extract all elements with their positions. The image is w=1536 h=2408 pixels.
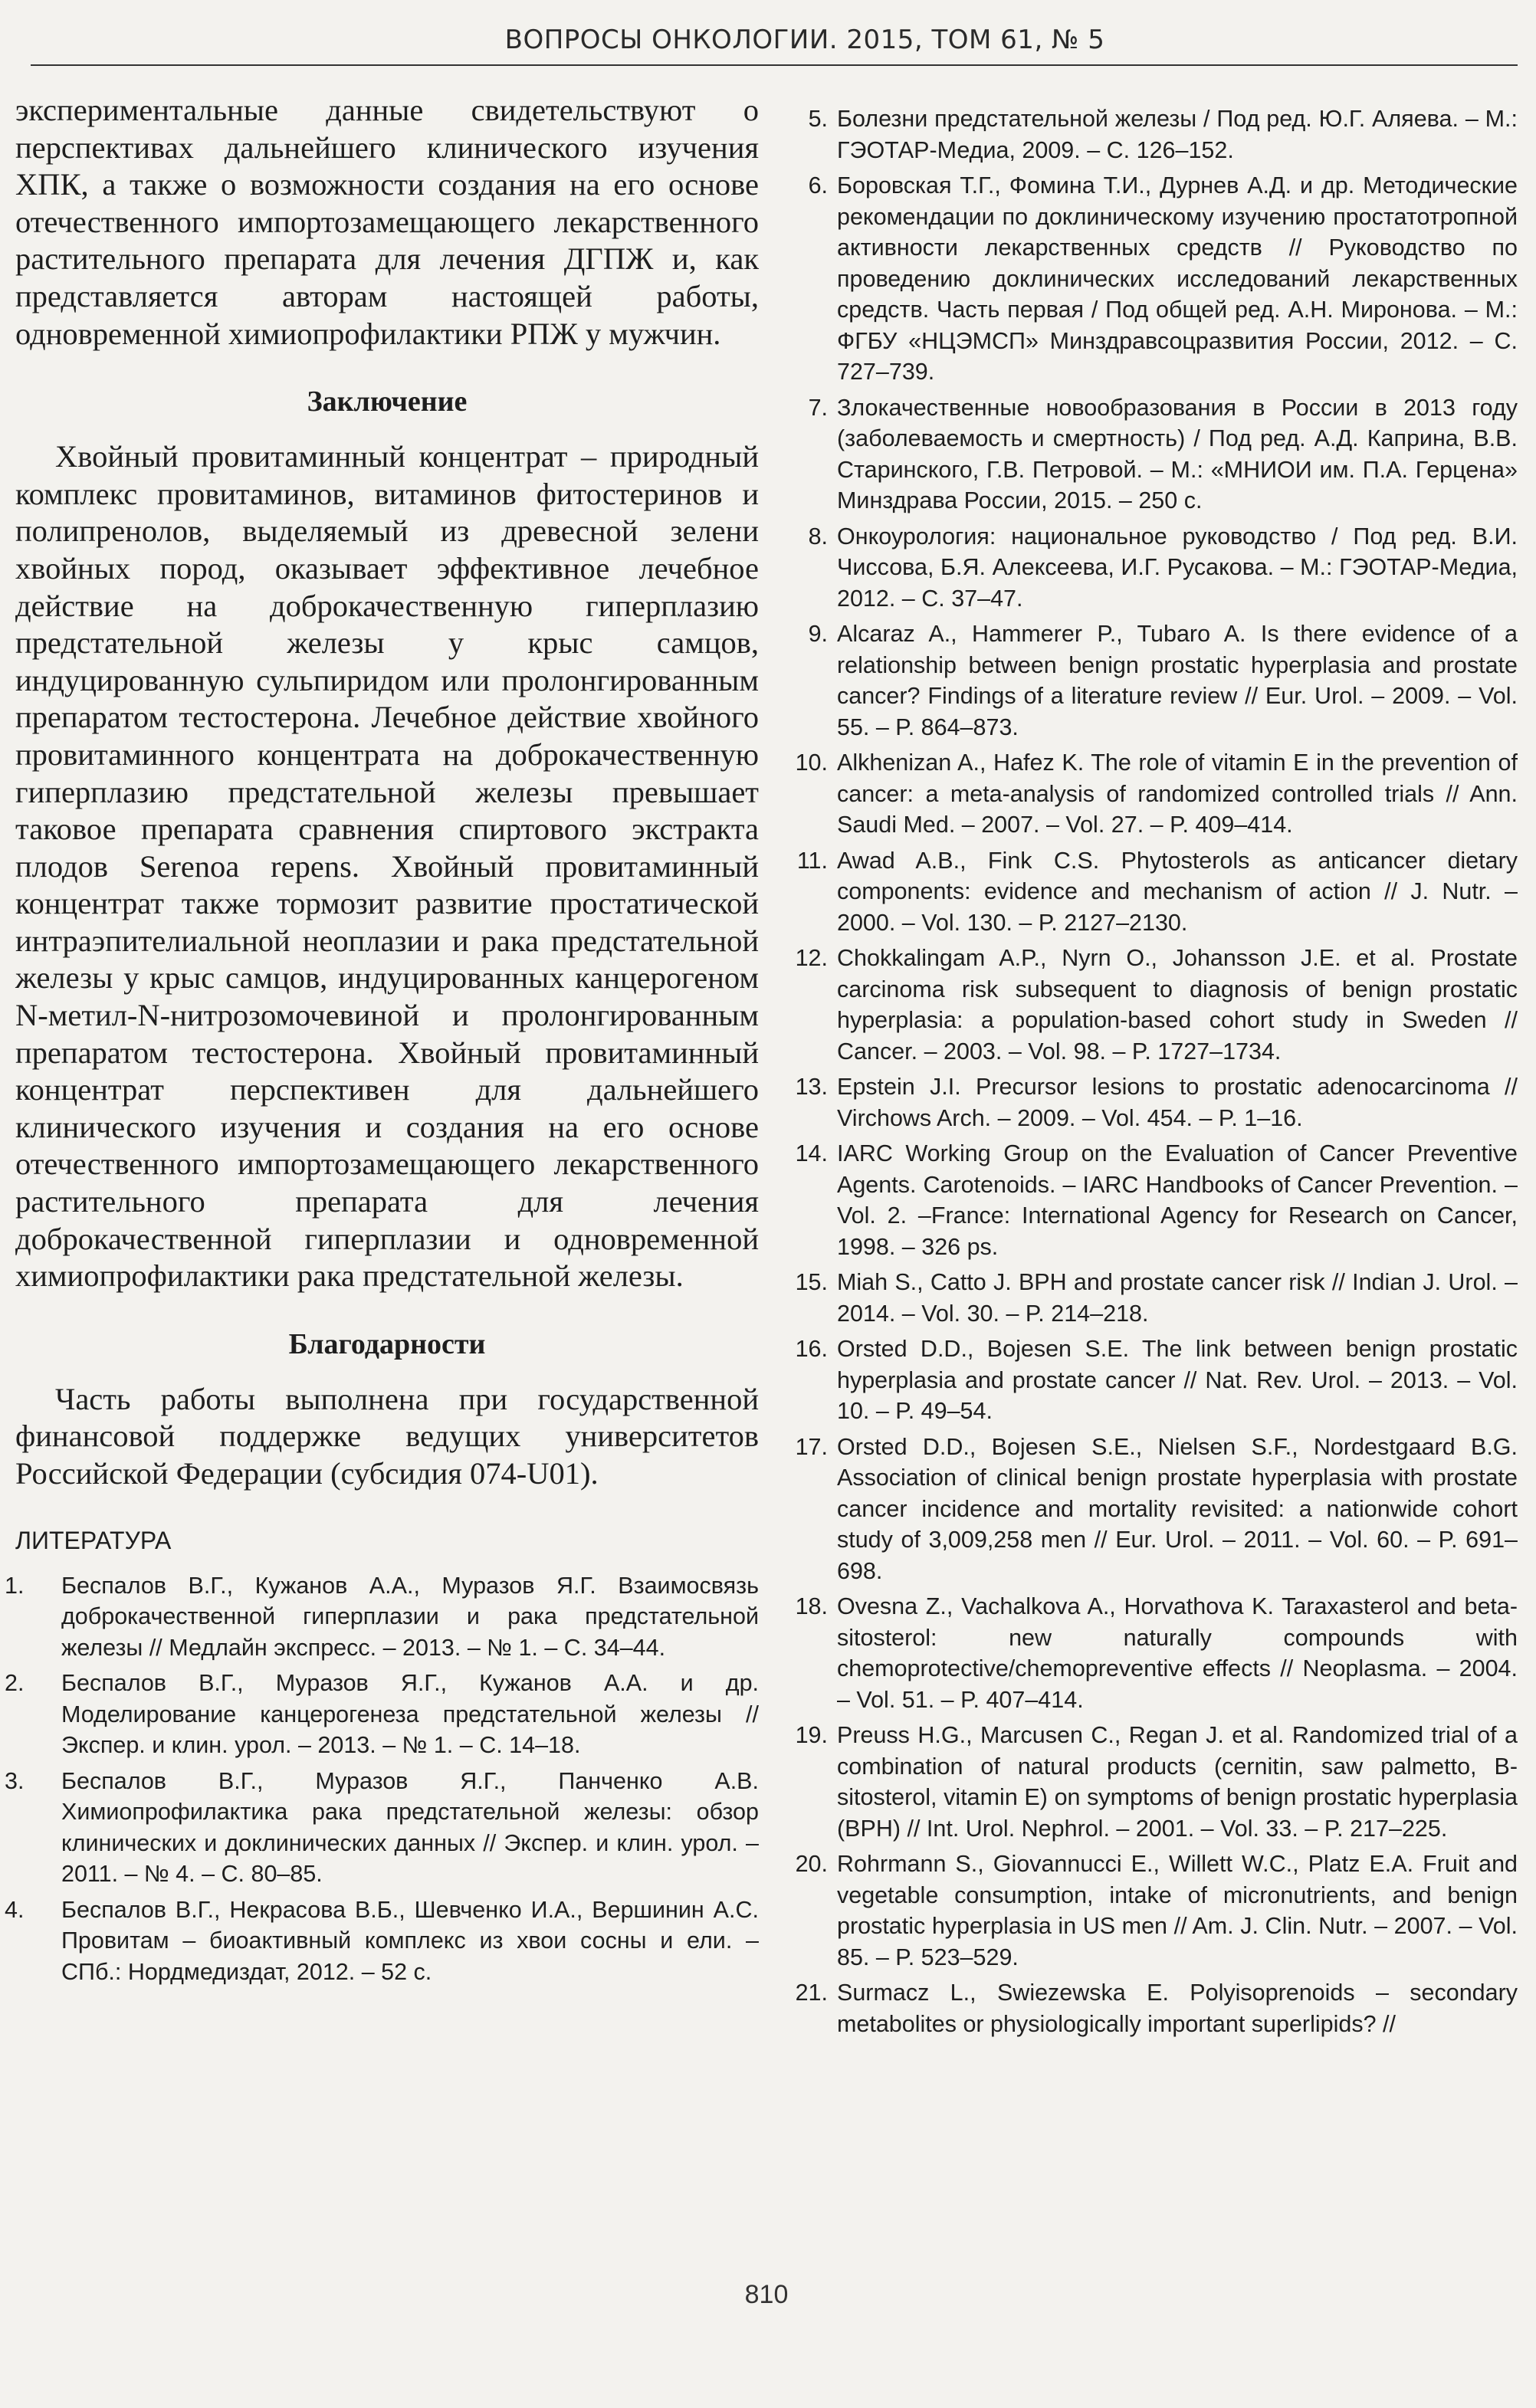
reference-text: Preuss H.G., Marcusen C., Regan J. et al. Randomized trial of a combination of natural products (cernitin, saw palmetto, B-sitosterol, vitamin E) on symptoms of benign prostatic hyperplasia (BPH) // Int. Urol. Nephrol. – 2001. – Vol. 33. – P. 217–225. bbox=[837, 1722, 1518, 1842]
reference-number: 3. bbox=[5, 1767, 25, 1794]
reference-item bbox=[782, 521, 1518, 615]
reference-number: 10. bbox=[795, 750, 828, 776]
conclusion-heading: Заключение bbox=[307, 385, 468, 418]
reference-text: Awad A.B., Fink C.S. Phytosterols as anticancer dietary components: evidence and mechanism of action // J. Nutr. – 2000. – Vol. 130. – P. 2127–2130. bbox=[837, 847, 1518, 936]
reference-text: Боровская Т.Г., Фомина Т.И., Дурнев А.Д. и др. Методические рекомендации по доклиническому изучению простатотропной активности лекарственных средств // Руководство по проведению доклинических исследований лекарственных средств. Часть первая / Под общей ред. А.Н. Миронова. – М.: ФГБУ «НЦЭМСП» Минздравсоцразвития России, 2012. – С. 727–739. bbox=[837, 172, 1518, 385]
reference-item bbox=[5, 1668, 759, 1761]
reference-number: 2. bbox=[5, 1670, 25, 1697]
journal-header: ВОПРОСЫ ОНКОЛОГИИ. 2015, ТОМ 61, № 5 bbox=[504, 25, 1105, 55]
page-number: 810 bbox=[744, 2280, 789, 2309]
reference-number: 19. bbox=[795, 1722, 828, 1748]
reference-text: Orsted D.D., Bojesen S.E., Nielsen S.F., Nordestgaard B.G. Association of clinical benign prostate hyperplasia with prostate cancer incidence and mortality revisited: a nationwide cohort study of 3,009,258 men // Eur. Urol. – 2011. – Vol. 60. – P. 691–698. bbox=[837, 1433, 1518, 1584]
conclusion-paragraph: Хвойный провитаминный концентрат – природный комплекс провитаминов, витаминов фитостеринов и полипренолов, выделяемый из древесной зелени хвойных пород, оказывает эффективное лечебное действие на доброкачественную гиперплазию предстательной железы у крыс самцов, индуцированную сульпиридом или пролонгированным препаратом тестостерона. Лечебное действие хвойного провитаминного концентрата на доброкачественную гиперплазию предстательной железы превышает таковое препарата сравнения спиртового экстракта плодов Serenoa repens. Хвойный провитаминный концентрат также тормозит развитие простатической интраэпителиальной неоплазии и рака предстательной железы у крыс самцов, индуцированных канцерогеном N-метил-N-нитрозомочевиной и пролонгированным препаратом тестостерона. Хвойный провитаминный концентрат перспективен для дальнейшего клинического изучения и создания на его основе отечественного импортозамещающего лекарственного растительного препарата для лечения доброкачественной гиперплазии и одновременной химиопрофилактики рака предстательной железы. bbox=[15, 439, 759, 1294]
reference-number: 4. bbox=[5, 1896, 25, 1923]
reference-number: 12. bbox=[795, 945, 828, 971]
reference-text: Rohrmann S., Giovannucci E., Willett W.C., Platz E.A. Fruit and vegetable consumption, intake of micronutrients, and benign prostatic hyperplasia in US men // Am. J. Clin. Nutr. – 2007. – Vol. 85. – P. 523–529. bbox=[837, 1851, 1518, 1970]
reference-item bbox=[782, 392, 1518, 517]
reference-item bbox=[5, 1570, 759, 1664]
reference-number: 8. bbox=[808, 523, 828, 550]
reference-number: 15. bbox=[795, 1269, 828, 1295]
reference-number: 13. bbox=[795, 1074, 828, 1100]
reference-text: Epstein J.I. Precursor lesions to prostatic adenocarcinoma // Virchows Arch. – 2009. – Vol. 454. – P. 1–16. bbox=[837, 1074, 1518, 1131]
reference-text: IARC Working Group on the Evaluation of Cancer Preventive Agents. Carotenoids. – IARC Handbooks of Cancer Prevention. – Vol. 2. –France: International Agency for Research on Cancer, 1998. – 326 ps. bbox=[837, 1140, 1518, 1260]
reference-number: 6. bbox=[808, 172, 828, 198]
literature-heading: ЛИТЕРАТУРА bbox=[15, 1526, 172, 1554]
reference-number: 7. bbox=[808, 394, 828, 421]
reference-text: Беспалов В.Г., Кужанов А.А., Муразов Я.Г. Взаимосвязь доброкачественной гиперплазии и рака предстательной железы // Медлайн экспресс. – 2013. – № 1. – С. 34–44. bbox=[61, 1572, 759, 1661]
reference-item bbox=[782, 618, 1518, 743]
reference-text: Alcaraz A., Hammerer P., Tubaro A. Is there evidence of a relationship between benign prostatic hyperplasia and prostate cancer? Findings of a literature review // Eur. Urol. – 2009. – Vol. 55. – P. 864–873. bbox=[837, 621, 1518, 740]
reference-item bbox=[782, 1720, 1518, 1844]
reference-item bbox=[782, 845, 1518, 939]
intro-paragraph: экспериментальные данные свидетельствуют о перспективах дальнейшего клинического изучения ХПК, а также о возможности создания на его основе отечественного импортозамещающего лекарственного растительного препарата для лечения ДГПЖ и, как представляется авторам настоящей работы, одновременной химиопрофилактики РПЖ у мужчин. bbox=[15, 93, 759, 351]
reference-item bbox=[782, 1432, 1518, 1587]
reference-item bbox=[5, 1895, 759, 1988]
acknowledgements-paragraph: Часть работы выполнена при государственной финансовой поддержке ведущих университетов Российской Федерации (субсидия 074-U01). bbox=[15, 1381, 759, 1491]
acknowledgements-heading: Благодарности bbox=[288, 1327, 486, 1360]
reference-text: Ovesna Z., Vachalkova A., Horvathova K. Taraxasterol and beta-sitosterol: new naturally compounds with chemoprotective/chemopreventive effects // Neoplasma. – 2004. – Vol. 51. – P. 407–414. bbox=[837, 1593, 1518, 1713]
reference-text: Orsted D.D., Bojesen S.E. The link between benign prostatic hyperplasia and prostate cancer // Nat. Rev. Urol. – 2013. – Vol. 10. – P. 49–54. bbox=[837, 1336, 1518, 1424]
reference-number: 9. bbox=[808, 621, 828, 647]
reference-text: Miah S., Catto J. BPH and prostate cancer risk // Indian J. Urol. – 2014. – Vol. 30. – P. 214–218. bbox=[837, 1269, 1518, 1327]
reference-item bbox=[782, 1977, 1518, 2039]
reference-text: Онкоурология: национальное руководство / Под ред. В.И. Чиссова, Б.Я. Алексеева, И.Г. Русакова. – М.: ГЭОТАР-Медиа, 2012. – С. 37–47. bbox=[837, 523, 1518, 612]
reference-number: 20. bbox=[795, 1851, 828, 1877]
reference-number: 18. bbox=[795, 1593, 828, 1619]
reference-item bbox=[782, 1591, 1518, 1715]
reference-item bbox=[782, 103, 1518, 166]
reference-text: Беспалов В.Г., Муразов Я.Г., Панченко А.В. Химиопрофилактика рака предстательной железы: обзор клинических и доклинических данных // Экспер. и клин. урол. – 2011. – № 4. – С. 80–85. bbox=[61, 1767, 759, 1888]
reference-text: Chokkalingam A.P., Nyrn O., Johansson J.E. et al. Prostate carcinoma risk subsequent to diagnosis of benign prostatic hyperplasia: a population-based cohort study in Sweden // Cancer. – 2003. – Vol. 98. – P. 1727–1734. bbox=[837, 945, 1518, 1065]
reference-number: 1. bbox=[5, 1572, 25, 1599]
left-column bbox=[5, 92, 759, 1987]
reference-item bbox=[782, 1334, 1518, 1427]
reference-text: Alkhenizan A., Hafez K. The role of vitamin E in the prevention of cancer: a meta-analysis of randomized controlled trials // Ann. Saudi Med. – 2007. – Vol. 27. – P. 409–414. bbox=[837, 750, 1518, 838]
reference-item bbox=[782, 943, 1518, 1067]
reference-item bbox=[782, 170, 1518, 388]
reference-text: Злокачественные новообразования в России в 2013 году (заболеваемость и смертность) / Под ред. А.Д. Каприна, В.В. Старинского, Г.В. Петровой. – М.: «МНИОИ им. П.А. Герцена» Минздрава России, 2015. – 250 с. bbox=[837, 394, 1518, 513]
reference-number: 17. bbox=[795, 1433, 828, 1460]
reference-text: Беспалов В.Г., Некрасова В.Б., Шевченко И.А., Вершинин А.С. Провитам – биоактивный комплекс из хвои сосны и ели. – СПб.: Нордмедиздат, 2012. – 52 с. bbox=[61, 1896, 759, 1985]
reference-text: Беспалов В.Г., Муразов Я.Г., Кужанов А.А. и др. Моделирование канцерогенеза предстательной железы // Экспер. и клин. урол. – 2013. – № 1. – С. 14–18. bbox=[61, 1670, 759, 1759]
reference-item bbox=[782, 1267, 1518, 1329]
reference-item bbox=[5, 1766, 759, 1890]
reference-text: Surmacz L., Swiezewska E. Polyisoprenoids – secondary metabolites or physiologically important superlipids? // bbox=[837, 1980, 1518, 2037]
reference-number: 14. bbox=[795, 1140, 828, 1166]
reference-number: 5. bbox=[808, 106, 828, 132]
reference-number: 16. bbox=[795, 1336, 828, 1362]
reference-item bbox=[782, 1071, 1518, 1133]
reference-number: 21. bbox=[795, 1980, 828, 2006]
reference-item bbox=[782, 1849, 1518, 1973]
header-rule bbox=[31, 64, 1518, 66]
reference-item bbox=[782, 1138, 1518, 1262]
reference-text: Болезни предстательной железы / Под ред. Ю.Г. Аляева. – М.: ГЭОТАР-Медиа, 2009. – С. 126–152. bbox=[837, 106, 1518, 163]
reference-number: 11. bbox=[796, 847, 828, 874]
right-column bbox=[782, 103, 1518, 2044]
reference-item bbox=[782, 747, 1518, 841]
